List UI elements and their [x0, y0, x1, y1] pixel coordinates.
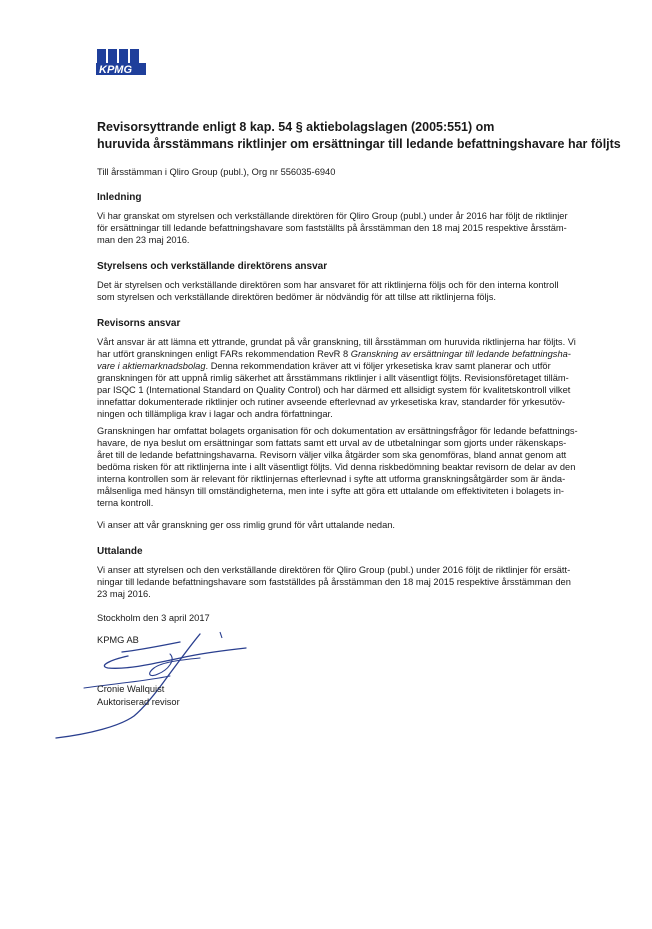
inledning-text: [97, 210, 607, 246]
revisorns-p2-line: havare, de nya beslut om ersättningar som fattats samt ett urval av de utbetalningar som gjorts under räkenskaps-: [97, 438, 567, 448]
heading-inledning: Inledning: [97, 192, 142, 203]
revisorns-p2-line: interna kontrollen som är relevant för riktlinjernas efterlevnad i syfte att utforma granskningsåtgärder som är ända-: [97, 474, 566, 484]
revisorns-line-part: . Denna rekommendation kräver att vi följer yrkesetiska krav samt planerar och utför: [205, 361, 551, 371]
firm-name: KPMG AB: [97, 635, 139, 645]
revisorns-p2-line: året till de ledande befattningshavarna. Revisorn väljer vilka åtgärder som ska genomföras, bland annat genom att: [97, 450, 567, 460]
revisorns-line: innefattar dokumenterade riktlinjer och rutiner avseende efterlevnad av yrkesetiska krav, standarder för yrkesutöv-: [97, 397, 565, 407]
revisorns-line-part: har utfört granskningen enligt FARs rekommendation RevR 8: [97, 349, 351, 359]
addressee: Till årsstämman i Qliro Group (publ.), Org nr 556035-6940: [97, 167, 336, 177]
revisorns-p2-line: terna kontroll.: [97, 498, 154, 508]
revisorns-line: ningen och tillämpliga krav i lagar och andra författningar.: [97, 409, 333, 419]
uttalande-line: Vi anser att styrelsen och den verkställande direktören för Qliro Group (publ.) under 2016 följt de riktlinjer för ersätt-: [97, 565, 571, 575]
place-date: Stockholm den 3 april 2017: [97, 613, 210, 623]
uttalande-text: [97, 564, 607, 600]
revisorns-line: [97, 360, 607, 372]
revrec-title-part: Granskning av ersättningar till ledande befattningsha-: [350, 349, 571, 359]
ansvar-line: som styrelsen och verkställande direktören bedömer är nödvändig för att tillse att riktlinjerna följs.: [97, 292, 496, 302]
ansvar-line: Det är styrelsen och verkställande direktören som har ansvaret för att riktlinjerna följs och för den interna kontroll: [97, 280, 559, 290]
revisorns-paragraph-3: Vi anser att vår granskning ger oss rimlig grund för vårt uttalande nedan.: [97, 520, 396, 530]
heading-revisorns-ansvar: Revisorns ansvar: [97, 318, 181, 329]
revisorns-line: par ISQC 1 (International Standard on Quality Control) och har därmed ett allsidigt system för kvalitetskontroll vilket: [97, 385, 571, 395]
ansvar-text: [97, 279, 607, 303]
signer-name: Cronie Wallquist: [97, 684, 165, 694]
revisorns-line: granskningen för att uppnå rimlig säkerhet att årsstämmans riktlinjer i allt väsentligt följts. Revisionsföretaget tilläm-: [97, 373, 569, 383]
revisorns-paragraph-1: [97, 336, 607, 420]
revisorns-p2-line: Granskningen har omfattat bolagets organisation för och dokumentation av ersättningsfrågor för ledande befattnings-: [97, 426, 578, 436]
inledning-line: man den 23 maj 2016.: [97, 235, 190, 245]
inledning-line: för ersättningar till ledande befattningshavare som fastställts på årsstämman den 18 maj 2015 respektive årsstäm-: [97, 223, 567, 233]
inledning-line: Vi har granskat om styrelsen och verkställande direktören för Qliro Group (publ.) under år 2016 har följt de riktlinjer: [97, 211, 568, 221]
title-line-1: Revisorsyttrande enligt 8 kap. 54 § aktiebolagslagen (2005:551) om: [97, 120, 495, 134]
revisorns-p2-line: bedöma risken för att riktlinjerna inte i allt väsentligt följts. Vid denna riskbedömning beaktar revisorn de delar av den: [97, 462, 576, 472]
uttalande-line: 23 maj 2016.: [97, 589, 151, 599]
revisorns-line: Vårt ansvar är att lämna ett yttrande, grundat på vår granskning, till årsstämman om huruvida riktlinjerna har följts. Vi: [97, 337, 576, 347]
revisorns-paragraph-2: [97, 425, 607, 509]
revrec-title-part: vare i aktiemarknadsbolag: [97, 361, 206, 371]
kpmg-logo: [96, 48, 148, 78]
revisorns-line: [97, 348, 607, 360]
logo-text: KPMG: [99, 64, 132, 76]
signer-title: Auktoriserad revisor: [97, 697, 180, 707]
title-line-2: huruvida årsstämmans riktlinjer om ersättningar till ledande befattningshavare har följts: [97, 137, 621, 151]
revisorns-p2-line: målsenliga med hänsyn till omständigheterna, men inte i syfte att göra ett uttalande om effektiviteten i bolagets in-: [97, 486, 565, 496]
heading-ansvar: Styrelsens och verkställande direktörens ansvar: [97, 261, 328, 272]
page-title: [97, 119, 621, 153]
uttalande-line: ningar till ledande befattningshavare som fastställdes på årsstämman den 18 maj 2015 respektive årsstämman den: [97, 577, 571, 587]
heading-uttalande: Uttalande: [97, 546, 143, 557]
